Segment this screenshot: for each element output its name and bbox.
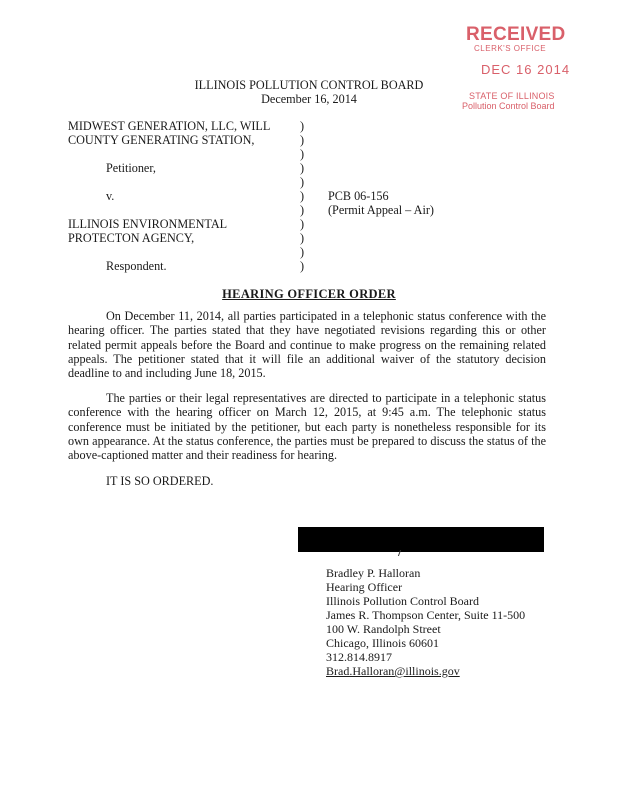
signer-name: Bradley P. Halloran	[326, 566, 421, 580]
respondent-role: Respondent.	[106, 259, 167, 273]
signer-email-link[interactable]: Brad.Halloran@illinois.gov	[326, 664, 460, 678]
caption-paren: )	[300, 245, 305, 259]
signer-address2: 100 W. Randolph Street	[326, 622, 441, 636]
caption-paren: )	[300, 161, 305, 175]
versus: v.	[106, 189, 115, 203]
agency-name: ILLINOIS POLLUTION CONTROL BOARD	[194, 78, 424, 92]
case-type: (Permit Appeal – Air)	[328, 203, 434, 217]
redacted-signature	[298, 527, 544, 552]
stamp-received: RECEIVED	[466, 24, 566, 45]
stamp-date: DEC 16 2014	[481, 62, 571, 77]
signer-city: Chicago, Illinois 60601	[326, 636, 439, 650]
signature-tick	[398, 550, 409, 556]
petitioner-line2: COUNTY GENERATING STATION,	[68, 133, 255, 147]
caption-paren: )	[300, 203, 305, 217]
caption-paren: )	[300, 147, 305, 161]
paragraph-2: The parties or their legal representatives are directed to participate in a telephonic status conference with the hearing officer on March 12, 2015, at 9:45 a.m. The telephonic status conference must be initiated by the petitioner, but each party is nonetheless responsible for its own appearance. At the status conference, the parties must be prepared to discuss the status of the above-captioned matter and their readiness for hearing.	[68, 391, 546, 463]
signer-phone: 312.814.8917	[326, 650, 392, 664]
caption-paren: )	[300, 133, 305, 147]
respondent-line2: PROTECTON AGENCY,	[68, 231, 195, 245]
caption-paren: )	[300, 259, 305, 273]
caption-paren: )	[300, 119, 305, 133]
order-title: HEARING OFFICER ORDER	[222, 287, 396, 301]
petitioner-role: Petitioner,	[106, 161, 156, 175]
petitioner-line1: MIDWEST GENERATION, LLC, WILL	[68, 119, 271, 133]
stamp-board: Pollution Control Board	[462, 101, 555, 111]
caption-paren: )	[300, 175, 305, 189]
case-number: PCB 06-156	[328, 189, 389, 203]
header-date: December 16, 2014	[261, 92, 357, 106]
caption-paren: )	[300, 189, 305, 203]
paragraph-1: On December 11, 2014, all parties participated in a telephonic status conference with the hearing officer. The parties stated that they have negotiated revisions regarding this or other related permit appeals before the Board and continue to make progress on the remaining related appeals. The petitioner stated that it will file an additional waiver of the statutory decision deadline to and including June 18, 2015.	[68, 309, 546, 381]
stamp-office: CLERK'S OFFICE	[474, 44, 547, 53]
caption-paren: )	[300, 217, 305, 231]
stamp-state: STATE OF ILLINOIS	[469, 91, 555, 101]
respondent-line1: ILLINOIS ENVIRONMENTAL	[68, 217, 228, 231]
caption-paren: )	[300, 231, 305, 245]
signer-title: Hearing Officer	[326, 580, 403, 594]
signer-org: Illinois Pollution Control Board	[326, 594, 480, 608]
signer-address1: James R. Thompson Center, Suite 11-500	[326, 608, 526, 622]
closing-statement: IT IS SO ORDERED.	[106, 474, 214, 488]
